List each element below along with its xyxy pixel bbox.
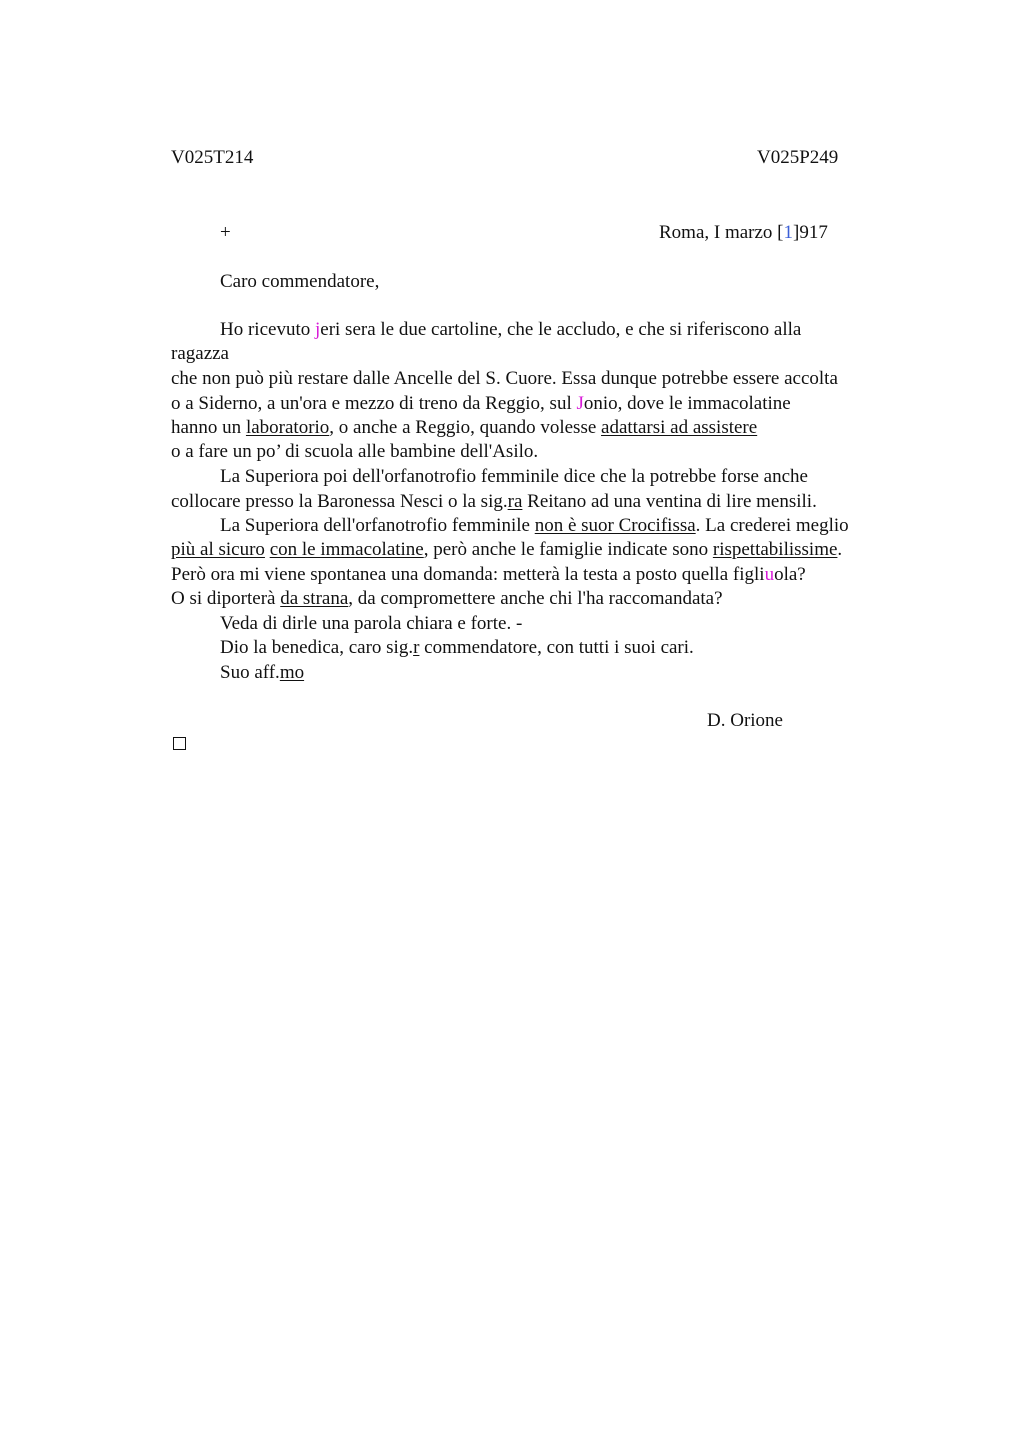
line-text: Però ora mi viene spontanea una domanda: metterà la testa a posto quella figli bbox=[171, 564, 765, 585]
line-text: Suo aff. bbox=[220, 662, 280, 683]
line-text: La Superiora dell'orfanotrofio femminile bbox=[220, 515, 535, 536]
line-text: , da compromettere anche chi l'ha raccomandata? bbox=[348, 588, 723, 609]
cross-mark: + bbox=[220, 222, 231, 243]
line-mark: J bbox=[576, 393, 584, 414]
salutation: Caro commendatore, bbox=[220, 271, 380, 292]
place-date bbox=[659, 221, 828, 245]
place-date-bracket-digit: 1 bbox=[783, 222, 794, 243]
letter-line bbox=[220, 318, 801, 342]
underlined-text: più al sicuro bbox=[171, 539, 265, 560]
letter-line: o a fare un po’ di scuola alle bambine dell'Asilo. bbox=[171, 441, 539, 462]
document-code-right: V025P249 bbox=[757, 147, 839, 168]
line-text: Reitano ad una ventina di lire mensili. bbox=[522, 491, 817, 512]
line-text: O si diporterà bbox=[171, 588, 281, 609]
line-text: onio, dove le immacolatine bbox=[583, 393, 791, 414]
signature: D. Orione bbox=[707, 710, 783, 731]
letter-line bbox=[171, 563, 806, 587]
line-text: . bbox=[837, 539, 843, 560]
underlined-text: non è suor Crocifissa bbox=[534, 515, 696, 536]
letter-line bbox=[171, 587, 723, 611]
underlined-text: laboratorio bbox=[245, 417, 330, 438]
line-text: Ho ricevuto bbox=[220, 319, 315, 340]
line-text: hanno un bbox=[171, 417, 246, 438]
underlined-text: con le immacolatine bbox=[269, 539, 424, 560]
underlined-text: r bbox=[413, 637, 420, 658]
line-text: o a Siderno, a un'ora e mezzo di treno da Reggio, sul bbox=[171, 393, 577, 414]
line-text: collocare presso la Baronessa Nesci o la sig. bbox=[171, 491, 508, 512]
letter-line bbox=[220, 514, 849, 538]
underlined-text: mo bbox=[279, 662, 305, 683]
line-text: , o anche a Reggio, quando volesse bbox=[329, 417, 602, 438]
line-text: Dio la benedica, caro sig. bbox=[220, 637, 414, 658]
line-text: commendatore, con tutti i suoi cari. bbox=[419, 637, 694, 658]
underlined-text: adattarsi ad assistere bbox=[601, 417, 758, 438]
letter-line: che non può più restare dalle Ancelle del S. Cuore. Essa dunque potrebbe essere accolta bbox=[171, 368, 838, 389]
letter-line: La Superiora poi dell'orfanotrofio femminile dice che la potrebbe forse anche bbox=[220, 466, 808, 487]
document-code-left: V025T214 bbox=[171, 147, 254, 168]
place-date-suffix: ]917 bbox=[793, 222, 828, 243]
line-text: . La crederei meglio bbox=[695, 515, 849, 536]
closing-line bbox=[220, 661, 304, 685]
letter-line bbox=[171, 416, 757, 440]
letter-line bbox=[171, 392, 791, 416]
place-date-prefix: Roma, I marzo [ bbox=[659, 222, 784, 243]
square-marker-icon bbox=[173, 737, 186, 750]
line-text: ola? bbox=[774, 564, 806, 585]
line-text: , però anche le famiglie indicate sono bbox=[423, 539, 713, 560]
underlined-text: ra bbox=[507, 491, 523, 512]
letter-line bbox=[220, 636, 694, 660]
underlined-text: rispettabilissime bbox=[712, 539, 838, 560]
letter-line bbox=[171, 538, 842, 562]
letter-line: ragazza bbox=[171, 343, 229, 364]
underlined-text: da strana bbox=[280, 588, 349, 609]
letter-line: Veda di dirle una parola chiara e forte. - bbox=[220, 613, 523, 634]
letter-line bbox=[171, 490, 817, 514]
line-mark: j bbox=[314, 319, 321, 340]
line-text: eri sera le due cartoline, che le accludo, e che si riferiscono alla bbox=[320, 319, 802, 340]
line-mark: u bbox=[764, 564, 775, 585]
